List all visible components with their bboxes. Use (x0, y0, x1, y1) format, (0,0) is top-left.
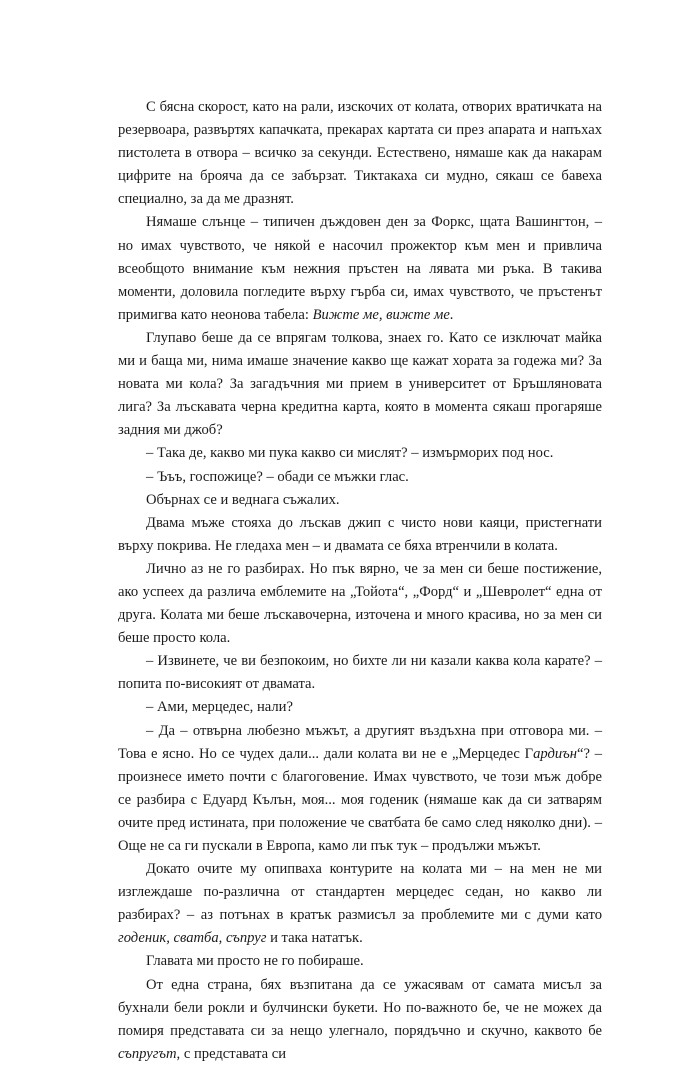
paragraph (118, 950, 602, 973)
text-run: Главата ми просто не го побираше. (146, 953, 364, 970)
italic-text: годеник, сватба, съпруг (118, 930, 267, 947)
paragraph (118, 558, 602, 650)
paragraph (118, 466, 602, 489)
paragraph (118, 512, 602, 558)
paragraph (118, 442, 602, 465)
text-run: С бясна скорост, като на рали, изскочих от колата, отворих вратичката на резервоара, развъртях капачката, прекарах картата си през апарата и напъхах пистолета в отвора – всичко за секунди. Естествено, нямаше как да накарам цифрите на брояча да се забързат. Тиктакаха си мудно, сякаш се бавеха специално, за да ме дразнят. (118, 99, 602, 208)
text-run: – Извинете, че ви безпокоим, но бихте ли ни казали каква кола карате? – попита по-високият от двамата. (118, 653, 602, 693)
text-run: , с представата си (176, 1045, 287, 1062)
paragraph (118, 650, 602, 696)
text-run: . (449, 306, 454, 323)
text-run: – Така де, какво ми пука какво си мислят? – измърморих под нос. (146, 445, 554, 462)
paragraph (118, 858, 602, 950)
text-run: От една страна, бях възпитана да се ужасявам от самата мисъл за бухнали бели рокли и булчински букети. Но по-важното бе, че не можех да помиря представата си за нещо улегнало, порядъчно и скучно, каквото бе (118, 976, 602, 1039)
italic-text: ардиън (533, 745, 577, 762)
paragraph (118, 720, 602, 859)
text-run: Нямаше слънце – типичен дъждовен ден за Форкс, щата Вашингтон, – но имах чувството, че някой е насочил прожектор към мен и привлича всеобщото внимание към нежния пръстен на лявата ми ръка. В такива моменти, доловила погледите върху гърба си, имах чувството, че пръстенът примигва като неонова табела: (118, 214, 602, 323)
italic-text: Вижте ме, вижте ме (312, 306, 450, 323)
text-run: – Ами, мерцедес, нали? (146, 699, 293, 716)
paragraph (118, 489, 602, 512)
text-run: – Да – отвърна любезно мъжът, а другият въздъхна при отговора ми. – Това е ясно. Но се чудех дали... дали колата ви не е „Мерцедес Г (118, 722, 602, 762)
text-run: – Ъъъ, госпожице? – обади се мъжки глас. (146, 468, 409, 485)
text-run: Лично аз не го разбирах. Но пък вярно, че за мен си беше постижение, ако успеех да различа емблемите на „Тойота“, „Форд“ и „Шевролет“ една от друга. Колата ми беше лъскавочерна, източена и много красива, но за мен си беше просто кола. (118, 560, 602, 647)
text-run: Двама мъже стояха до лъскав джип с чисто нови каяци, пристегнати върху покрива. Не гледаха мен – и двамата се бяха втренчили в колата. (118, 514, 602, 554)
paragraph (118, 974, 602, 1066)
page-body-text (118, 96, 602, 1066)
text-run: “? – произнесе името почти с благоговение. Имах чувството, че този мъж добре се разбира с Едуард Кълън, моя... моя годеник (нямаше как да си затварям очите пред истината, при положение че сватбата бе само след няколко дни). – Още не са ги пускали в Европа, камо ли пък тук – продължи мъжът. (118, 745, 603, 854)
text-run: Докато очите му опипваха контурите на колата ми – на мен не ми изглеждаше по-различна от стандартен мерцедес седан, но какво ли разбирах? – аз потънах в кратък размисъл за проблемите ми с думи като (118, 861, 602, 924)
paragraph (118, 696, 602, 719)
text-run: и така нататък. (266, 930, 363, 947)
text-run: Глупаво беше да се впрягам толкова, знаех го. Като се изключат майка ми и баща ми, нима имаше значение какво ще кажат хората за годежа ми? За новата ми кола? За загадъчния ми прием в университет от Бръшляновата лига? За лъскавата черна кредитна карта, която в момента сякаш прогаряше задния ми джоб? (118, 329, 602, 439)
paragraph (118, 327, 602, 442)
paragraph (118, 96, 602, 211)
text-run: Обърнах се и веднага съжалих. (146, 491, 340, 508)
paragraph (118, 211, 602, 326)
italic-text: съпругът (118, 1045, 177, 1062)
